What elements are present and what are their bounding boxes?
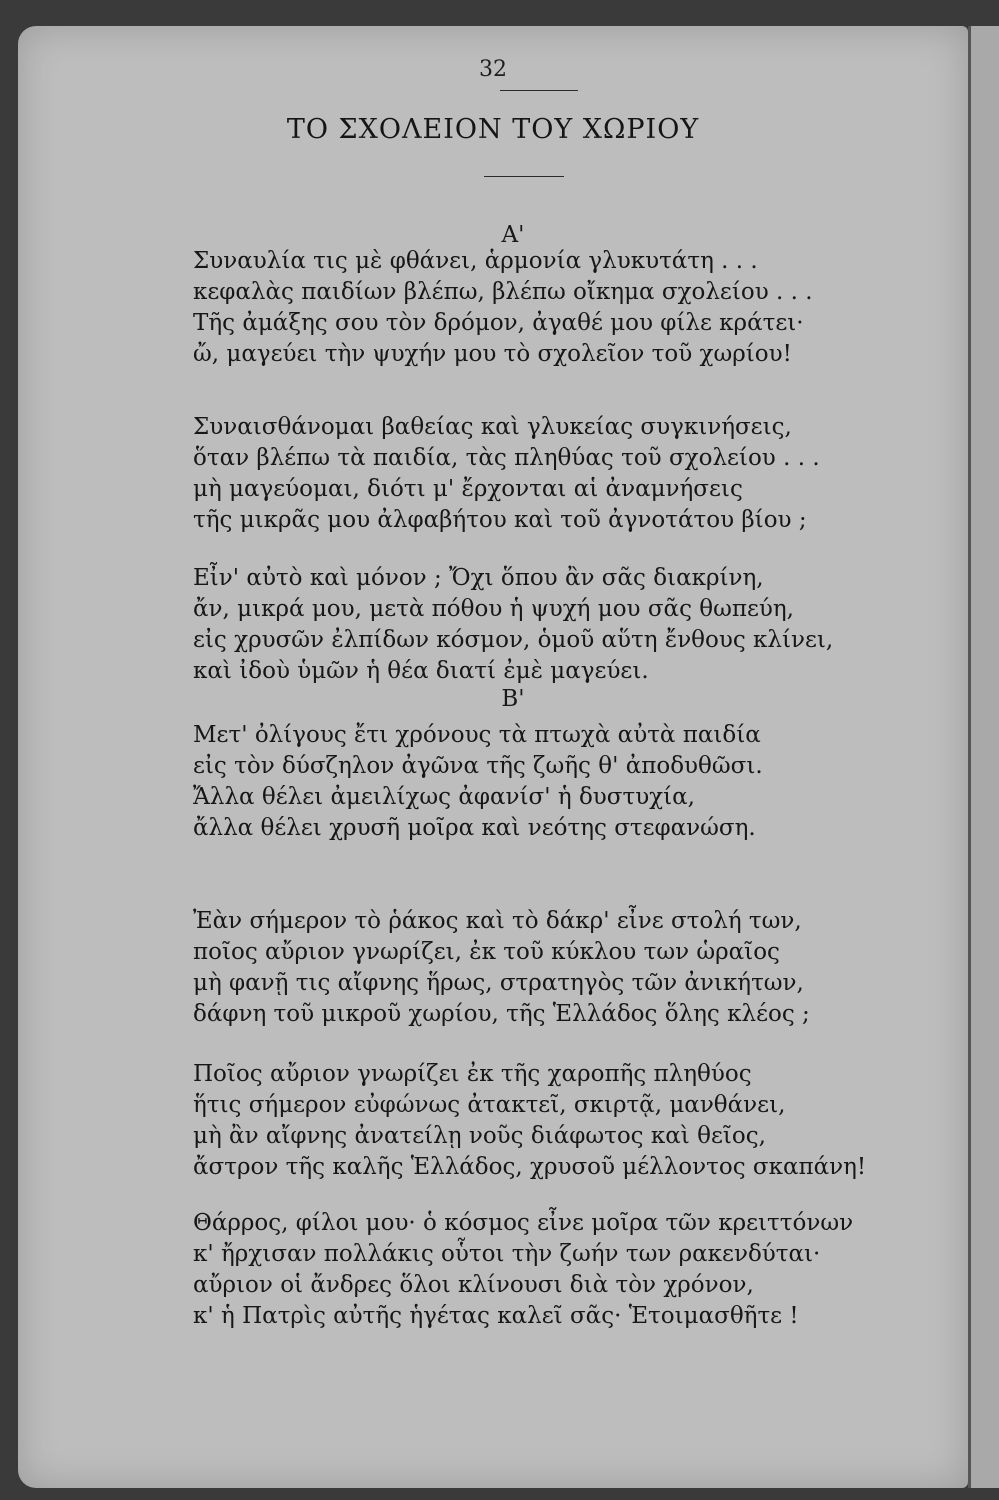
stanza [193,563,933,687]
verse-line: Ἄλλα θέλει ἀμειλίχως ἀφανίσ' ἡ δυστυχία, [193,784,695,810]
verse-line: κ' ἡ Πατρὶς αὐτῆς ἡγέτας καλεῖ σᾶς· Ἑτοιμασθῆτε ! [193,1303,799,1329]
verse-line: εἰς τὸν δύσζηλον ἀγῶνα τῆς ζωῆς θ' ἀποδυθῶσι. [193,753,763,779]
verse-line: Εἶν' αὐτὸ καὶ μόνον ; Ὄχι ὅπου ἂν σᾶς διακρίνη, [193,565,764,591]
page-number: 32 [479,57,507,82]
verse-line: Θάρρος, φίλοι μου· ὁ κόσμος εἶνε μοῖρα τῶν κρειττόνων [193,1210,854,1236]
verse-line: ἄστρον τῆς καλῆς Ἑλλάδος, χρυσοῦ μέλλοντος σκαπάνη! [193,1154,867,1180]
verse-line: ποῖος αὔριον γνωρίζει, ἐκ τοῦ κύκλου των ὡραῖος [193,939,780,965]
verse-line: ὅταν βλέπω τὰ παιδία, τὰς πληθύας τοῦ σχολείου . . . [193,445,820,471]
stanza [193,412,933,536]
stanza [193,246,933,370]
verse-line: τῆς μικρᾶς μου ἀλφαβήτου καὶ τοῦ ἀγνοτάτου βίου ; [193,507,807,533]
section-mark-a: Α' [501,222,525,248]
verse-line: Μετ' ὀλίγους ἔτι χρόνους τὰ πτωχὰ αὐτὰ παιδία [193,722,761,748]
adjacent-page-edge [968,26,999,1488]
verse-line: Συναυλία τις μὲ φθάνει, ἁρμονία γλυκυτάτη . . . [193,248,758,274]
verse-line: δάφνη τοῦ μικροῦ χωρίου, τῆς Ἑλλάδος ὅλης κλέος ; [193,1001,810,1027]
verse-line: ἄν, μικρά μου, μετὰ πόθου ἡ ψυχή μου σᾶς θωπεύη, [193,596,794,622]
stanza [193,906,933,1030]
verse-line: ἄλλα θέλει χρυσῆ μοῖρα καὶ νεότης στεφανώση. [193,815,756,841]
verse-line: εἰς χρυσῶν ἐλπίδων κόσμον, ὁμοῦ αὕτη ἔνθους κλίνει, [193,627,834,653]
poem-title: ΤΟ ΣΧΟΛΕΙΟΝ ΤΟΥ ΧΩΡΙΟΥ [286,114,700,145]
verse-line: μὴ μαγεύομαι, διότι μ' ἔρχονται αἱ ἀναμνήσεις [193,476,743,502]
verse-line: ἥτις σήμερον εὐφώνως ἀτακτεῖ, σκιρτᾷ, μανθάνει, [193,1092,786,1118]
title-rule [484,176,564,177]
verse-line: Τῆς ἀμάξης σου τὸν δρόμον, ἀγαθέ μου φίλε κράτει· [193,310,804,336]
verse-line: Ἐὰν σήμερον τὸ ῥάκος καὶ τὸ δάκρ' εἶνε στολή των, [193,908,802,934]
verse-line: αὔριον οἱ ἄνδρες ὅλοι κλίνουσι διὰ τὸν χρόνον, [193,1272,754,1298]
stanza [193,1208,933,1332]
book-page [18,26,968,1488]
verse-line: κ' ἤρχισαν πολλάκις οὗτοι τὴν ζωήν των ρακενδύται· [193,1241,821,1267]
verse-line: μὴ φανῇ τις αἴφνης ἥρως, στρατηγὸς τῶν ἀνικήτων, [193,970,804,996]
verse-line: κεφαλὰς παιδίων βλέπω, βλέπω οἴκημα σχολείου . . . [193,279,813,305]
stanza [193,1059,933,1183]
section-mark-b: Β' [501,686,525,712]
verse-line: Συναισθάνομαι βαθείας καὶ γλυκείας συγκινήσεις, [193,414,792,440]
verse-line: καὶ ἰδοὺ ὑμῶν ἡ θέα διατί ἐμὲ μαγεύει. [193,658,649,684]
stanza [193,720,933,844]
header-rule [500,90,578,91]
verse-line: ὤ, μαγεύει τὴν ψυχήν μου τὸ σχολεῖον τοῦ χωρίου! [193,341,792,367]
verse-line: Ποῖος αὔριον γνωρίζει ἐκ τῆς χαροπῆς πληθύος [193,1061,752,1087]
verse-line: μὴ ἂν αἴφνης ἀνατείλῃ νοῦς διάφωτος καὶ θεῖος, [193,1123,766,1149]
